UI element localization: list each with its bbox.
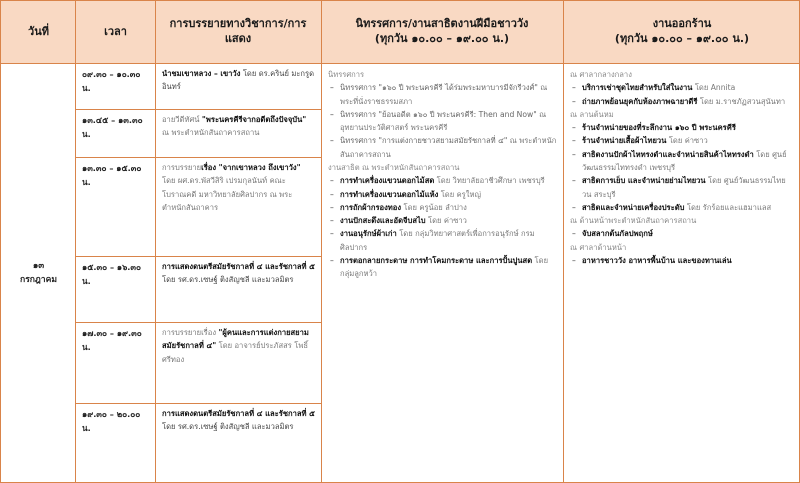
demo-by: โดย กลุ่มลูกหว้า xyxy=(340,255,549,279)
time-cell: ๐๙.๓๐ – ๑๐.๓๐ น. xyxy=(82,69,141,93)
demo-heading: งานสาธิต ณ พระตำหนักสันถาคารสถาน xyxy=(328,162,460,172)
header-lecture: การบรรยายทางวิชาการ/การแสดง xyxy=(169,17,307,45)
list-item xyxy=(570,121,795,134)
demo-by: โดย ค่าซาว xyxy=(425,216,467,226)
lecture-cell xyxy=(156,63,321,109)
lecture-title: "ผู้คนและการแต่งกายสยามสมัยรัชกาลที่ ๔" xyxy=(162,328,309,351)
fair-heading: ณ ลานต้นหม xyxy=(570,109,614,119)
lecture-cell xyxy=(156,157,321,256)
lecture-detail: โดย รศ.ดร.เซษฐ์ ติงสัญชลี และมวลมิตร xyxy=(162,275,294,285)
lecture-cell xyxy=(156,109,321,157)
lecture-detail: โดย ดร.ครินย์ มะกรูดอินทร์ xyxy=(162,69,315,92)
list-item xyxy=(570,148,795,175)
lecture-detail: โดย รศ.ดร.เซษฐ์ ติงสัญชลี และมวลมิตร xyxy=(162,422,294,432)
time-cell: ๑๕.๓๐ – ๑๖.๓๐ น. xyxy=(82,262,141,286)
lecture-cell xyxy=(156,256,321,322)
list-item xyxy=(570,95,795,108)
lecture-cell xyxy=(156,403,321,483)
fair-heading: ณ ศาลาด้านหน้า xyxy=(570,242,627,252)
lecture-title: การแสดงดนตรีสมัยรัชกาลที่ ๔ และรัชกาลที่ ๕ xyxy=(162,409,315,418)
exhibit-venue: ณ พระตำหนักสันถาคารสถาน xyxy=(340,136,557,159)
fair-heading: ณ ศาลากลางกลาง xyxy=(570,70,632,79)
list-item xyxy=(328,81,557,108)
header-fair xyxy=(563,1,800,63)
header-exhibit xyxy=(321,1,563,63)
exhibit-venue: ณ อุทยานประวัติศาสตร์ พระนครคีรี xyxy=(340,109,547,133)
fair-title: ถ่ายภาพย้อนยุคกับห้องภาพฉายาดีรี xyxy=(582,96,698,106)
time-cell: ๑๗.๓๐ – ๑๙.๓๐ น. xyxy=(82,328,142,352)
lecture-prefix: การบรรยาย xyxy=(162,163,202,172)
time-cell: ๑๙.๓๐ – ๒๐.๐๐ น. xyxy=(82,409,141,433)
fair-by: โดย ศูนย์วัฒนธรรมไทยวน สระบุรี xyxy=(582,176,786,199)
exhibit-venue: ณ พระที่นั่งราชธรรมสภา xyxy=(340,83,548,106)
fair-title: จับสลากต้นกัลปพฤกษ์ xyxy=(582,229,653,239)
header-exhibit-hours: (ทุกวัน ๑๐.๐๐ – ๑๙.๐๐ น.) xyxy=(374,32,510,45)
list-item xyxy=(328,134,557,161)
lecture-title: นำชมเขาหลวง – เขาวัง xyxy=(162,69,241,78)
fair-title: ร้านจำหน่ายของที่ระลึกงาน ๑๖๐ ปี พระนครคีรี xyxy=(582,123,736,133)
header-date: วันที่ xyxy=(28,24,49,38)
lecture-cell xyxy=(156,322,321,403)
demo-by: โดย ครูใหญ่ xyxy=(438,189,481,199)
exhibit-title: นิทรรศการ "๑๖๐ ปี พระนครคีรี ได้ร่มพระมหาบารมีจักรีวงศ์" xyxy=(340,83,538,93)
fair-by: โดย Annita xyxy=(692,83,736,93)
lecture-detail: โดย ผศ.ดร.พัสวีสิริ เปรมกุลนันท์ คณะโบราณคดี มหาวิทยาลัยศิลปากร ณ พระตำหนักสันถาคาร xyxy=(162,176,293,212)
exhibit-column xyxy=(322,64,563,483)
list-item xyxy=(570,254,795,267)
table-header xyxy=(1,1,800,63)
fair-heading: ณ ด้านหน้าพระตำหนักสันถาคารสถาน xyxy=(570,216,697,226)
demo-by: โดย ครูน้อย ลำปาง xyxy=(401,202,467,212)
header-exhibit-title: นิทรรศการ/งานสาธิตงานฝีมือชาววัง xyxy=(355,17,529,31)
header-time: เวลา xyxy=(104,24,127,38)
time-cell: ๑๓.๔๕ – ๑๓.๓๐ น. xyxy=(82,115,143,139)
list-item xyxy=(328,188,557,201)
exhibit-title: นิทรรศการ "ย้อนอดีต ๑๖๐ ปี พระนครคีรี: Then and Now" xyxy=(340,109,537,119)
fair-title: บริการเช่าชุดไทยสำหรับใส่ในงาน xyxy=(582,83,693,93)
fair-column xyxy=(564,64,800,483)
fair-title: สาธิตและจำหน่ายเครื่องประดับ xyxy=(582,202,685,212)
fair-by: โดย รักร้อยและแฮมาแลส xyxy=(684,202,772,212)
date-month: กรกฎาคม xyxy=(19,274,58,285)
date-cell xyxy=(1,63,76,483)
demo-title: การตอกลายกระดาษ การทำโคมกระดาษ และการปั้นปูนสด xyxy=(340,255,533,265)
demo-by: โดย กลุ่มวิทยาศาสตร์เพื่อการอนุรักษ์ กรมศิลปากร xyxy=(340,229,535,252)
exhibit-title: นิทรรศการ "การแต่งกายชาวสยามสมัยรัชกาลที่ ๔" xyxy=(340,136,508,146)
list-item xyxy=(570,134,795,147)
lecture-prefix: อายวีดีทัศน์ xyxy=(162,115,202,124)
list-item xyxy=(570,174,795,201)
list-item xyxy=(328,227,557,254)
list-item xyxy=(328,174,557,187)
list-item xyxy=(328,254,557,281)
lecture-detail: ณ พระตำหนักสันถาคารสถาน xyxy=(162,128,260,138)
lecture-title: เรื่อง "จากเขาหลวง ถึงเขาวัง" xyxy=(201,163,301,172)
fair-title: สาธิตงานปักผ้าไหทรงดำและจำหน่ายสินค้าไหทรงดำ xyxy=(582,149,754,159)
demo-title: การทำเครื่องแขวนดอกไม้แห้ง xyxy=(340,189,439,199)
demo-by: โดย วิทยาลัยอาชีวศึกษา เพชรบุรี xyxy=(434,176,545,186)
lecture-detail: โดย อาจารย์ประภัสสร โพธิ์ศรีทอง xyxy=(162,341,309,364)
fair-title: สาธิตการเย็บ และจำหน่ายย่ามไทยวน xyxy=(582,176,706,186)
fair-title: ร้านจำหน่ายเสื้อผ้าไทยวน xyxy=(582,136,667,146)
list-item xyxy=(570,81,795,94)
fair-title: อาหารชาววัง อาหารพื้นบ้าน และของทานเล่น xyxy=(582,255,732,265)
lecture-title: "พระนครคีรีจากอดีตถึงปัจจุบัน" xyxy=(201,115,307,124)
fair-by: โดย ศูนย์วัฒนธรรมไททรงดำ เพชรบุรี xyxy=(582,149,787,172)
fair-by: โดย ค่าซาว xyxy=(666,136,708,146)
exhibit-heading: นิทรรศการ xyxy=(328,70,365,79)
list-item xyxy=(570,201,795,214)
fair-by: โดย ม.ราชภัฏสวนสุนันทา xyxy=(697,96,786,106)
list-item xyxy=(328,108,557,135)
demo-title: งานปักสะดึงและอัดจีบสไบ xyxy=(340,216,426,226)
date-day: ๑๓ xyxy=(32,260,45,271)
header-fair-title: งานออกร้าน xyxy=(652,17,712,31)
header-fair-hours: (ทุกวัน ๑๐.๐๐ – ๑๙.๐๐ น.) xyxy=(614,32,750,45)
demo-title: การถักผ้ากรองทอง xyxy=(340,202,402,212)
lecture-title: การแสดงดนตรีสมัยรัชกาลที่ ๔ และรัชกาลที่ ๕ xyxy=(162,262,315,271)
demo-title: การทำเครื่องแขวนดอกไม้สด xyxy=(340,176,435,186)
lecture-prefix: การบรรยายเรื่อง xyxy=(162,328,219,337)
list-item xyxy=(328,214,557,227)
list-item xyxy=(570,227,795,240)
time-cell: ๑๓.๓๐ – ๑๕.๓๐ น. xyxy=(82,163,142,187)
demo-title: งานอนุรักษ์ผ้าเก่า xyxy=(340,229,397,239)
list-item xyxy=(328,201,557,214)
